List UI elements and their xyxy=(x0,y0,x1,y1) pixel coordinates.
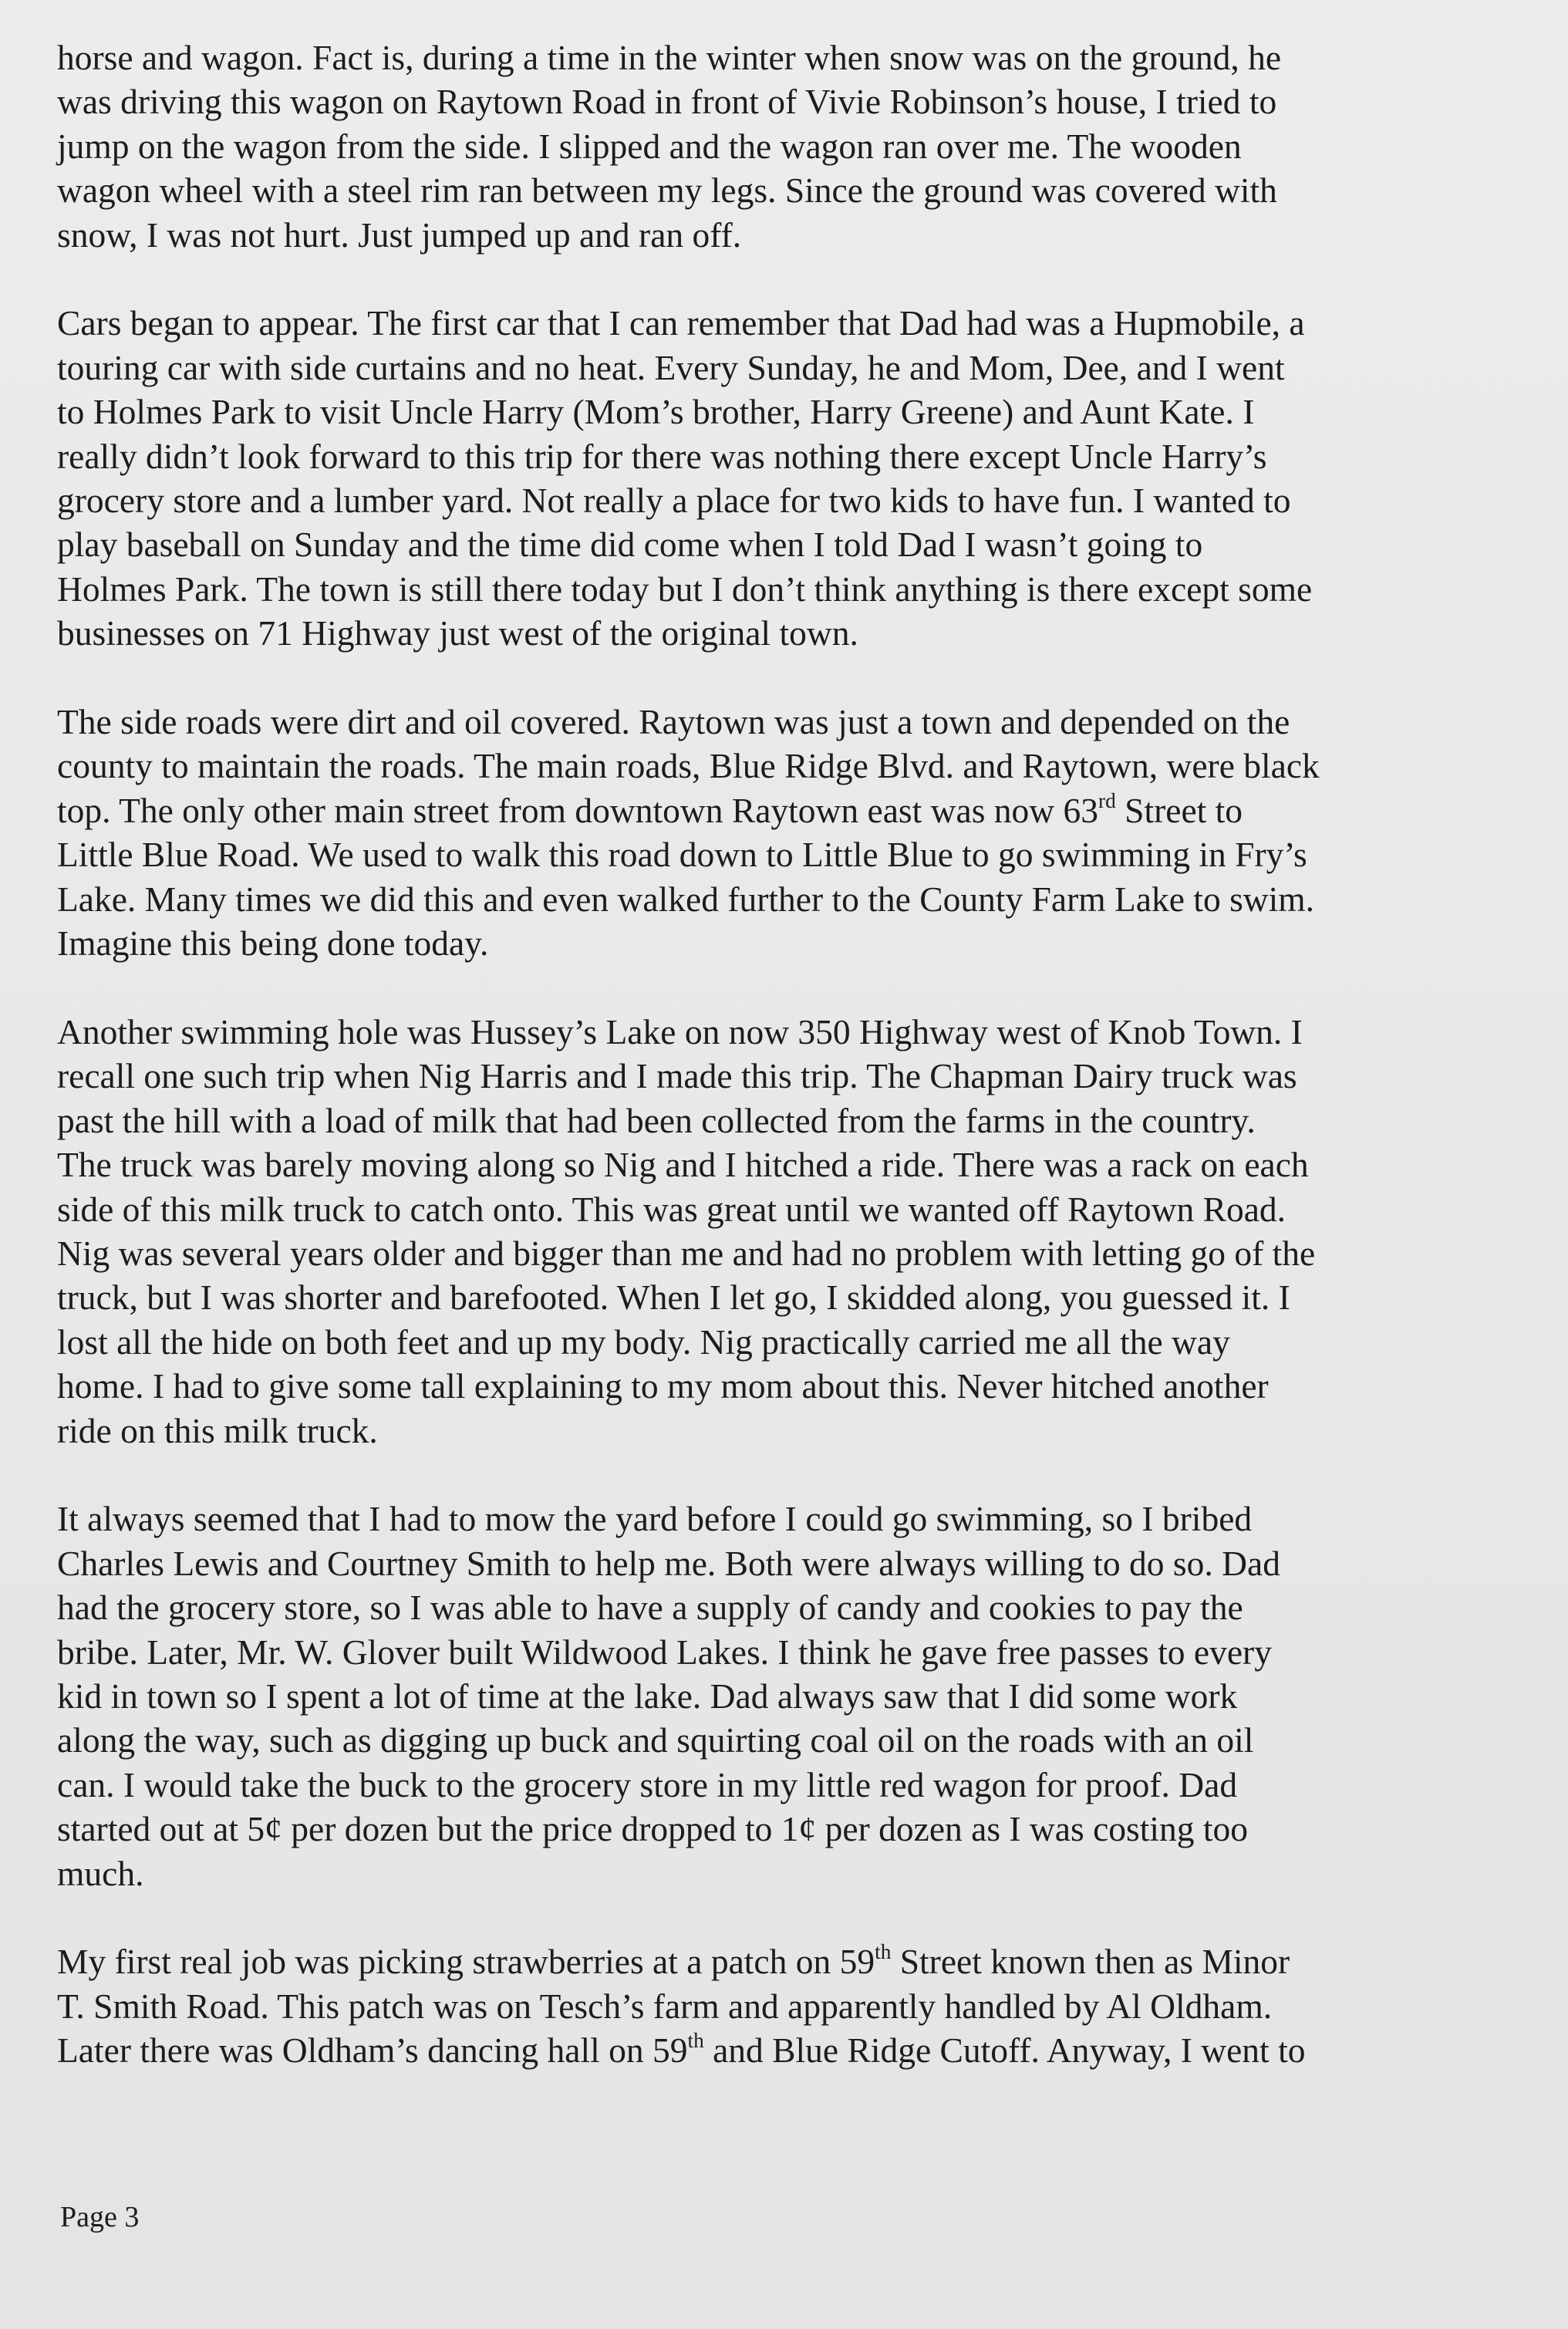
text-line: recall one such trip when Nig Harris and I made this trip. The Chapman Dairy truck was xyxy=(57,1056,1297,1096)
text-line: county to maintain the roads. The main roads, Blue Ridge Blvd. and Raytown, were black xyxy=(57,746,1320,786)
text-segment: My first real job was picking strawberries at a patch on 59 xyxy=(57,1942,875,1982)
text-line: play baseball on Sunday and the time did come when I told Dad I wasn’t going to xyxy=(57,525,1203,565)
text-line: can. I would take the buck to the grocery store in my little red wagon for proof. Dad xyxy=(57,1764,1238,1804)
text-line: side of this milk truck to catch onto. This was great until we wanted off Raytown Road. xyxy=(57,1189,1286,1229)
text-line: businesses on 71 Highway just west of the original town. xyxy=(57,613,858,653)
text-segment: Later there was Oldham’s dancing hall on 59 xyxy=(57,2030,688,2071)
text-line: horse and wagon. Fact is, during a time in the winter when snow was on the ground, he xyxy=(57,38,1282,77)
text-segment: Street known then as Minor xyxy=(891,1942,1290,1982)
text-line: kid in town so I spent a lot of time at the lake. Dad always saw that I did some work xyxy=(57,1676,1238,1716)
text-line: Holmes Park. The town is still there today but I don’t think anything is there except some xyxy=(57,569,1313,609)
text-line: started out at 5¢ per dozen but the price dropped to 1¢ per dozen as I was costing too xyxy=(57,1809,1249,1849)
text-line: truck, but I was shorter and barefooted. When I let go, I skidded along, you guessed it. I xyxy=(57,1278,1290,1318)
text-line: bribe. Later, Mr. W. Glover built Wildwood Lakes. I think he gave free passes to every xyxy=(57,1632,1272,1672)
paragraph-first-job xyxy=(57,1939,1538,2072)
text-line: It always seemed that I had to mow the yard before I could go swimming, so I bribed xyxy=(57,1499,1253,1539)
text-line: Charles Lewis and Courtney Smith to help me. Both were always willing to do so. Dad xyxy=(57,1543,1280,1583)
text-line: along the way, such as digging up buck and squirting coal oil on the roads with an oil xyxy=(57,1720,1254,1760)
text-line: really didn’t look forward to this trip for there was nothing there except Uncle Harry’s xyxy=(57,436,1267,476)
text-line: was driving this wagon on Raytown Road in front of Vivie Robinson’s house, I tried to xyxy=(57,82,1277,122)
superscript: th xyxy=(687,2029,704,2053)
text-line: Lake. Many times we did this and even walked further to the County Farm Lake to swim. xyxy=(57,879,1315,919)
text-line: to Holmes Park to visit Uncle Harry (Mom’s brother, Harry Greene) and Aunt Kate. I xyxy=(57,392,1255,432)
text-segment: and Blue Ridge Cutoff. Anyway, I went to xyxy=(703,2030,1306,2071)
text-line: Little Blue Road. We used to walk this road down to Little Blue to go swimming in Fry’s xyxy=(57,835,1307,875)
text-line: The truck was barely moving along so Nig and I hitched a ride. There was a rack on each xyxy=(57,1145,1309,1185)
text-line: The side roads were dirt and oil covered. Raytown was just a town and depended on the xyxy=(57,702,1290,742)
paragraph-wagon xyxy=(57,35,1538,257)
text-line-with-superscript xyxy=(57,788,1538,832)
text-line: Imagine this being done today. xyxy=(57,923,489,964)
page-number: Page 3 xyxy=(60,2201,140,2233)
text-line: home. I had to give some tall explaining to my mom about this. Never hitched another xyxy=(57,1366,1269,1406)
text-line: much. xyxy=(57,1853,144,1893)
text-line: ride on this milk truck. xyxy=(57,1410,378,1450)
text-line: past the hill with a load of milk that had been collected from the farms in the country. xyxy=(57,1100,1256,1140)
text-line-with-superscript xyxy=(57,1939,1538,1983)
paragraph-mow-yard xyxy=(57,1497,1538,1895)
paragraph-roads xyxy=(57,700,1538,965)
text-line: snow, I was not hurt. Just jumped up and ran off. xyxy=(57,214,742,255)
text-line: grocery store and a lumber yard. Not really a place for two kids to have fun. I wanted to xyxy=(57,481,1291,521)
superscript: rd xyxy=(1098,788,1116,812)
text-line: Nig was several years older and bigger than me and had no problem with letting go of the xyxy=(57,1233,1316,1273)
text-line: T. Smith Road. This patch was on Tesch’s farm and apparently handled by Al Oldham. xyxy=(57,1986,1273,2026)
text-line: Cars began to appear. The first car that I can remember that Dad had was a Hupmobile, a xyxy=(57,303,1305,343)
body-text xyxy=(57,35,1538,2117)
text-line: Another swimming hole was Hussey’s Lake on now 350 Highway west of Knob Town. I xyxy=(57,1011,1303,1051)
text-line: jump on the wagon from the side. I slipped and the wagon ran over me. The wooden xyxy=(57,126,1242,166)
text-segment: Street to xyxy=(1115,790,1243,830)
paragraph-cars xyxy=(57,301,1538,655)
text-line: touring car with side curtains and no heat. Every Sunday, he and Mom, Dee, and I went xyxy=(57,347,1285,387)
paragraph-swimming-hole xyxy=(57,1010,1538,1453)
superscript: th xyxy=(875,1940,892,1964)
text-line: had the grocery store, so I was able to have a supply of candy and cookies to pay the xyxy=(57,1588,1243,1628)
text-segment: top. The only other main street from downtown Raytown east was now 63 xyxy=(57,790,1099,830)
text-line: wagon wheel with a steel rim ran between my legs. Since the ground was covered with xyxy=(57,170,1277,211)
text-line-with-superscript xyxy=(57,2028,1538,2072)
text-line: lost all the hide on both feet and up my body. Nig practically carried me all the way xyxy=(57,1321,1230,1362)
